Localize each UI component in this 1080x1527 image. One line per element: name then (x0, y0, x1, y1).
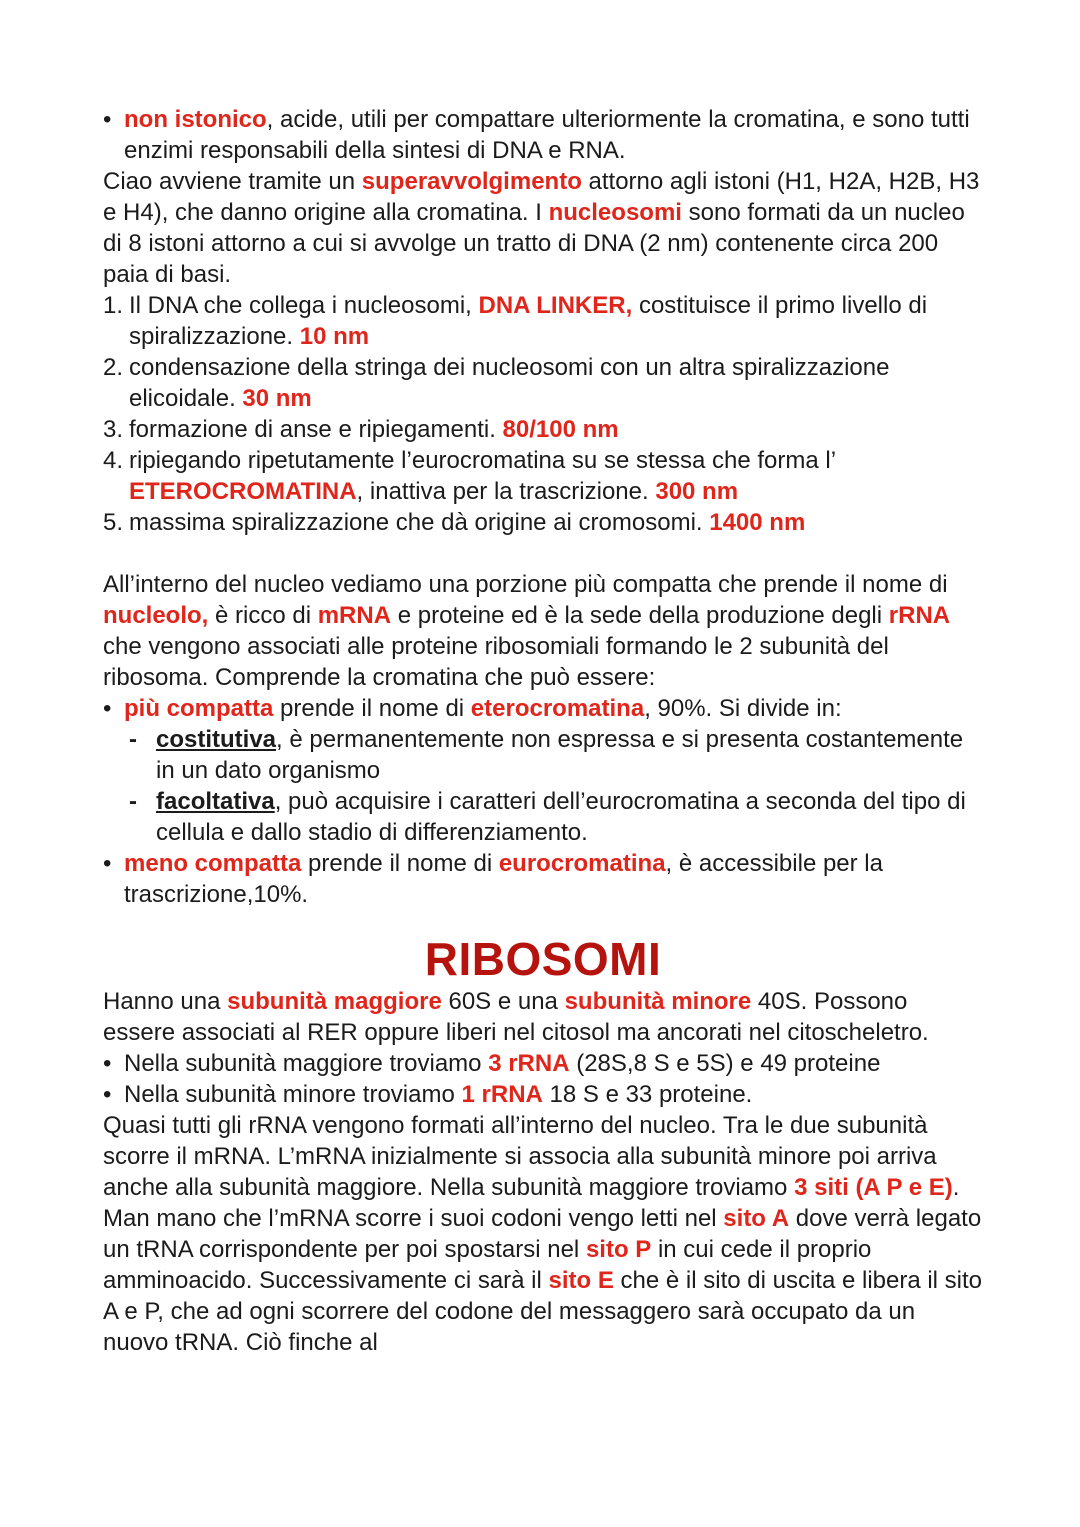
size-value: 80/100 nm (502, 416, 619, 443)
text: prende il nome di (301, 850, 499, 877)
text: Quasi tutti gli rRNA vengono formati all’interno del nucleo. Tra le due subunità scorre il mRNA. L’mRNA inizialmente si associa alla subunità minore poi arriva anche alla subunità maggiore. Nella subunità maggiore troviamo (103, 1112, 937, 1201)
text: 40S. Possono essere associati al RER oppure liberi nel citosol ma ancorati nel citoscheletro. (103, 988, 929, 1046)
keyword: sito E (548, 1267, 614, 1294)
text: che vengono associati alle proteine ribosomiali formando le 2 subunità del ribosoma. Comprende la cromatina che può essere: (103, 633, 889, 691)
keyword: 1 rRNA (461, 1081, 543, 1108)
text: , inattiva per la trascrizione. (356, 478, 656, 505)
text: che è il sito di uscita e libera il sito A e P, che ad ogni scorrere del codone del messaggero sarà occupato da un nuovo tRNA. Ciò finche al (103, 1267, 983, 1356)
keyword: subunità maggiore (227, 988, 442, 1015)
text: All’interno del nucleo vediamo una porzione più compatta che prende il nome di (103, 571, 948, 598)
keyword: 3 rRNA (488, 1050, 570, 1077)
text: sono formati da un nucleo di 8 istoni attorno a cui si avvolge un tratto di DNA (2 nm) contenente circa 200 paia di basi. (103, 199, 965, 288)
text: , può acquisire i caratteri dell’eurocromatina a seconda del tipo di cellula e dallo stadio di differenziamento. (156, 788, 966, 846)
text: , acide, utili per compattare ulteriormente la cromatina, e sono tutti enzimi responsabili della sintesi di DNA e RNA. (124, 106, 970, 164)
keyword: subunità minore (564, 988, 752, 1015)
level-item-3 (103, 414, 983, 445)
size-value: 300 nm (655, 478, 739, 505)
item-number: 5. (103, 509, 124, 536)
text: ripiegando ripetutamente l’eurocromatina su se stessa che forma l’ (129, 447, 836, 474)
text: Il DNA che collega i nucleosomi, (129, 292, 479, 319)
keyword: DNA LINKER, (478, 292, 633, 319)
text: , è permanentemente non espressa e si presenta costantemente in un dato organismo (156, 726, 964, 784)
keyword: ETEROCROMATINA (129, 478, 357, 505)
text: Nella subunità maggiore troviamo (124, 1050, 489, 1077)
underlined-term: facoltativa (156, 788, 275, 815)
bullet-piu-compatta (103, 693, 983, 724)
text: Nella subunità minore troviamo (124, 1081, 462, 1108)
keyword: superavvolgimento (361, 168, 582, 195)
text: e proteine ed è la sede della produzione degli (391, 602, 889, 629)
keyword: rRNA (888, 602, 951, 629)
text: Ciao avviene tramite un (103, 168, 362, 195)
text: è ricco di (208, 602, 318, 629)
keyword: 3 siti (A P e E) (794, 1174, 953, 1201)
text: condensazione della stringa dei nucleosomi con un altra spiralizzazione elicoidale. (129, 354, 890, 412)
bullet-subunita-maggiore (103, 1048, 983, 1079)
text: . Man mano che l’mRNA scorre i suoi codoni vengo letti nel (103, 1174, 960, 1232)
keyword: eterocromatina (470, 695, 645, 722)
keyword: non istonico (124, 106, 267, 133)
size-value: 1400 nm (709, 509, 806, 536)
text: costituisce il primo livello di spiralizzazione. (129, 292, 928, 350)
subitem-facoltativa (103, 786, 983, 848)
level-item-4 (103, 445, 983, 507)
size-value: 30 nm (242, 385, 312, 412)
paragraph-subunita (103, 986, 983, 1048)
bullet-non-istonico (103, 104, 983, 166)
item-number: 1. (103, 292, 124, 319)
text: 60S e una (441, 988, 565, 1015)
bullet-subunita-minore (103, 1079, 983, 1110)
bullet-meno-compatta (103, 848, 983, 910)
text: massima spiralizzazione che dà origine ai cromosomi. (129, 509, 710, 536)
keyword: eurocromatina (498, 850, 666, 877)
paragraph-nucleolo (103, 569, 983, 693)
level-item-2 (103, 352, 983, 414)
level-item-5 (103, 507, 983, 538)
text: , è accessibile per la trascrizione,10%. (124, 850, 883, 908)
item-number: 3. (103, 416, 124, 443)
underlined-term: costitutiva (156, 726, 277, 753)
text: , 90%. Si divide in: (644, 695, 842, 722)
item-number: 4. (103, 447, 124, 474)
document-body (103, 104, 983, 1358)
text: in cui cede il proprio amminoacido. Successivamente ci sarà il (103, 1236, 872, 1294)
keyword: sito A (723, 1205, 790, 1232)
text: (28S,8 S e 5S) e 49 proteine (569, 1050, 881, 1077)
keyword: sito P (585, 1236, 652, 1263)
text: prende il nome di (273, 695, 471, 722)
section-title: RIBOSOMI (424, 933, 662, 985)
keyword: meno compatta (124, 850, 302, 877)
spacer (103, 538, 983, 569)
subitem-costitutiva (103, 724, 983, 786)
text: attorno agli istoni (H1, H2A, H2B, H3 e H4), che danno origine alla cromatina. I (103, 168, 980, 226)
text: formazione di anse e ripiegamenti. (129, 416, 503, 443)
paragraph-siti (103, 1110, 983, 1358)
keyword: più compatta (124, 695, 274, 722)
level-item-1 (103, 290, 983, 352)
keyword: mRNA (317, 602, 392, 629)
keyword: nucleosomi (548, 199, 682, 226)
text: 18 S e 33 proteine. (542, 1081, 753, 1108)
keyword: nucleolo, (103, 602, 209, 629)
text: Hanno una (103, 988, 228, 1015)
paragraph-superavvolgimento (103, 166, 983, 290)
item-number: 2. (103, 354, 124, 381)
size-value: 10 nm (299, 323, 370, 350)
text: dove verrà legato un tRNA corrispondente per poi spostarsi nel (103, 1205, 982, 1263)
